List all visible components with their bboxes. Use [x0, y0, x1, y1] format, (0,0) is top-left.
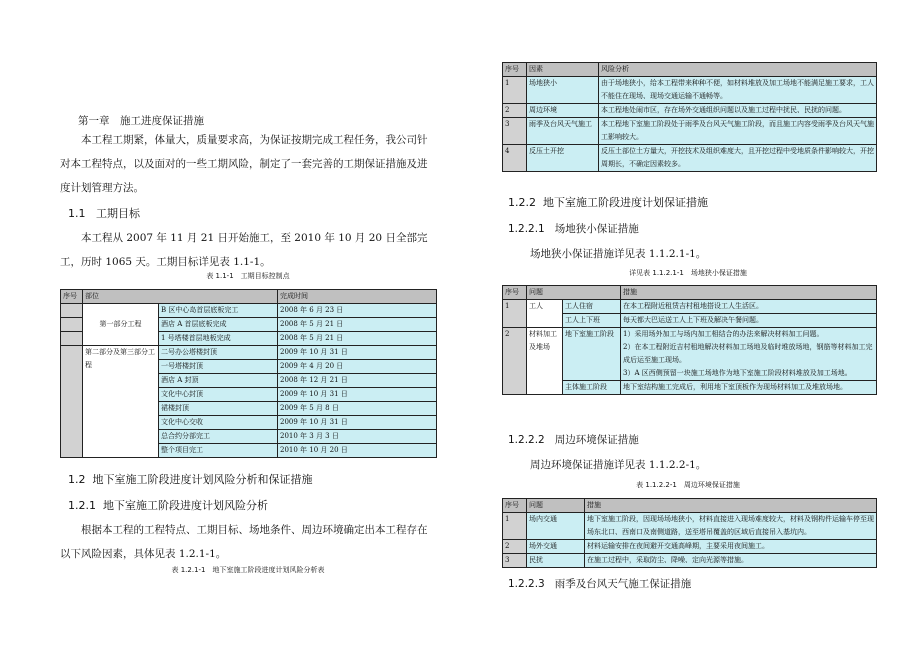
table-cell: 2008 年 6 月 23 日 — [278, 304, 437, 318]
table-cell: 酒店 A 首层底板完成 — [159, 318, 278, 332]
col-measure-header: 措施 — [621, 286, 877, 300]
table-cell: 1）采用场外加工与场内加工相结合的办法来解决材料加工问题。 2）在本工程附近吉村租地解决材料加工场地及临时堆放场地，钢筋等材料加工完成后运至施工现场。 3）A 区西侧预留一块施工场地作为地下室施工阶段材料堆放及加工场地。 — [621, 328, 877, 381]
table-cell: 由于场地狭小，给本工程带来种种不便，如材料堆放及加工场地不能满足施工要求，工人不能住在现场、现场交通运输不通畅等。 — [599, 77, 877, 104]
site-measures-table — [502, 285, 877, 395]
col-no-header: 序号 — [503, 63, 527, 77]
table-cell: 场外交通 — [527, 540, 585, 554]
intro-paragraph: 本工程工期紧，体量大，质量要求高，为保证按期完成工程任务，我公司针对本工程特点，以及面对的一些工期风险，制定了一套完善的工期保证措施及进度计划管理方法。 — [60, 134, 428, 194]
col-date-header: 完成时间 — [278, 290, 437, 304]
table-cell: 总合约分部完工 — [159, 430, 278, 444]
table-cell: 二号办公塔楼封顶 — [159, 346, 278, 360]
table-header-row — [503, 499, 877, 513]
table-cell: 2009 年 5 月 8 日 — [278, 402, 437, 416]
table-cell: 每天都大巴运送工人上下班及解决午餐问题。 — [621, 314, 877, 328]
table-cell: 工人住宿 — [563, 300, 621, 314]
row-number-cell: 1 — [503, 77, 527, 104]
table-cell: 文化中心封顶 — [159, 388, 278, 402]
environment-measures-table — [502, 498, 877, 568]
row-number-cell: 1 — [503, 300, 527, 328]
table-cell: 地下室施工阶段 — [563, 328, 621, 381]
table-cell: 裙楼封顶 — [159, 402, 278, 416]
table-cell: 反压土开挖 — [527, 145, 599, 172]
table-header-row — [503, 286, 877, 300]
table-cell: 2009 年 10 月 31 日 — [278, 388, 437, 402]
table-cell: 2008 年 5 月 21 日 — [278, 318, 437, 332]
section-1-2-2-2-text: 周边环境保证措施详见表 1.1.2.2-1。 — [530, 459, 707, 471]
col-part-header: 部位 — [83, 290, 278, 304]
col-factor-header: 因素 — [527, 63, 599, 77]
table-cell: 酒店 A 封顶 — [159, 374, 278, 388]
table-cell: 主体施工阶段 — [563, 381, 621, 395]
col-issue-header: 问题 — [527, 286, 621, 300]
group-1-label: 第一部分工程 — [83, 304, 159, 346]
section-1-2-2-3-heading: 1.2.2.3 雨季及台风天气施工保证措施 — [508, 578, 692, 590]
table-cell: 雨季及台风天气施工 — [527, 118, 599, 145]
group-2-label: 第二部分及第三部分工程 — [83, 346, 159, 458]
table-cell: 反压土部位土方量大，开挖技术及组织难度大，且开挖过程中受地质条件影响较大，开挖周期长，不确定因素较多。 — [599, 145, 877, 172]
table-header-row — [503, 63, 877, 77]
table-cell: 2009 年 4 月 20 日 — [278, 360, 437, 374]
col-issue-header: 问题 — [527, 499, 585, 513]
row-number-cell — [61, 318, 83, 332]
col-measure-header: 措施 — [585, 499, 877, 513]
table-cell: B 区中心岛首层底板完工 — [159, 304, 278, 318]
table-cell: 1 号塔楼首层地板完成 — [159, 332, 278, 346]
table-cell: 地下室结构施工完成后，利用地下室顶板作为现场材料加工及堆放场地。 — [621, 381, 877, 395]
table-cell: 2009 年 10 月 31 日 — [278, 416, 437, 430]
table-cell: 整个项目完工 — [159, 444, 278, 458]
col-analysis-header: 风险分析 — [599, 63, 877, 77]
table-cell: 民扰 — [527, 554, 585, 568]
table-cell: 在施工过程中，采取防尘、降噪、定向光源等措施。 — [585, 554, 877, 568]
section-1-1-heading: 1.1 工期目标 — [68, 207, 140, 220]
table-cell: 2008 年 12 月 21 日 — [278, 374, 437, 388]
table-cell: 在本工程附近租赁吉村租地搭设工人生活区。 — [621, 300, 877, 314]
table-cell: 地下室施工阶段，因现场场地狭小，材料直接进入现场难度较大，材料及钢构件运输车停至现场东北口、西南口及南侧道路，送至塔吊覆盖的区域后直接吊入基坑内。 — [585, 513, 877, 540]
section-1-1-text: 本工程从 2007 年 11 月 21 日开始施工，至 2010 年 10 月 20 日全部完工，历时 1065 天。工期目标详见表 1.1-1。 — [60, 232, 428, 268]
table-header-row — [61, 290, 437, 304]
env-table-caption: 表 1.1.2.2-1 周边环境保证措施 — [636, 481, 740, 489]
section-1-2-2-heading: 1.2.2 地下室施工阶段进度计划保证措施 — [508, 196, 708, 209]
table-cell: 本工程地处闹市区，存在场外交通组织问题以及施工过程中扰民、民扰的问题。 — [599, 104, 877, 118]
table-cell: 2009 年 10 月 31 日 — [278, 346, 437, 360]
table-cell: 文化中心交收 — [159, 416, 278, 430]
row-number-cell: 2 — [503, 328, 527, 395]
row-number-cell: 1 — [503, 513, 527, 540]
row-number-cell: 2 — [503, 540, 527, 554]
row-number-cell — [61, 332, 83, 346]
table-cell: 2008 年 5 月 21 日 — [278, 332, 437, 346]
risk-table-caption: 表 1.2.1-1 地下室施工阶段进度计划风险分析表 — [171, 566, 325, 574]
table-1-1-caption: 表 1.1-1 工期目标控制点 — [206, 272, 290, 280]
col-no-header: 序号 — [503, 499, 527, 513]
risk-analysis-table — [502, 62, 877, 172]
row-number-cell: 3 — [503, 554, 527, 568]
table-cell: 场内交通 — [527, 513, 585, 540]
col-no-header: 序号 — [503, 286, 527, 300]
row-number-cell: 4 — [503, 145, 527, 172]
table-cell: 场地狭小 — [527, 77, 599, 104]
table-cell: 工人上下班 — [563, 314, 621, 328]
table-cell: 材料运输安排在夜间避开交通高峰期，主要采用夜间施工。 — [585, 540, 877, 554]
row-number-cell: 3 — [503, 118, 527, 145]
table-cell: 周边环境 — [527, 104, 599, 118]
row-number-cell: 2 — [503, 104, 527, 118]
section-1-2-2-1-heading: 1.2.2.1 场地狭小保证措施 — [508, 223, 639, 235]
section-1-2-2-1-text: 场地狭小保证措施详见表 1.1.2.1-1。 — [530, 248, 707, 260]
schedule-target-table — [60, 289, 437, 458]
row-number-cell — [61, 304, 83, 318]
row-number-cell — [61, 346, 83, 458]
table-cell: 一号塔楼封顶 — [159, 360, 278, 374]
section-1-2-2-2-heading: 1.2.2.2 周边环境保证措施 — [508, 434, 639, 446]
table-cell: 2010 年 10 月 20 日 — [278, 444, 437, 458]
table-cell: 工人 — [527, 300, 563, 328]
chapter-title: 第一章 施工进度保证措施 — [78, 115, 204, 127]
site-table-caption: 详见表 1.1.2.1-1 场地狭小保证措施 — [629, 269, 747, 277]
table-cell: 材料加工及堆场 — [527, 328, 563, 395]
section-1-2-heading: 1.2 地下室施工阶段进度计划风险分析和保证措施 — [68, 473, 313, 486]
table-cell: 本工程地下室施工阶段处于雨季及台风天气施工阶段，而且施工内容受雨季及台风天气施工影响较大。 — [599, 118, 877, 145]
section-1-2-1-heading: 1.2.1 地下室施工阶段进度计划风险分析 — [68, 499, 268, 512]
col-no-header: 序号 — [61, 290, 83, 304]
table-cell: 2010 年 3 月 3 日 — [278, 430, 437, 444]
section-1-2-1-text: 根据本工程的工程特点、工期目标、场地条件、周边环境确定出本工程存在以下风险因素，具体见表 1.2.1-1。 — [60, 524, 428, 560]
